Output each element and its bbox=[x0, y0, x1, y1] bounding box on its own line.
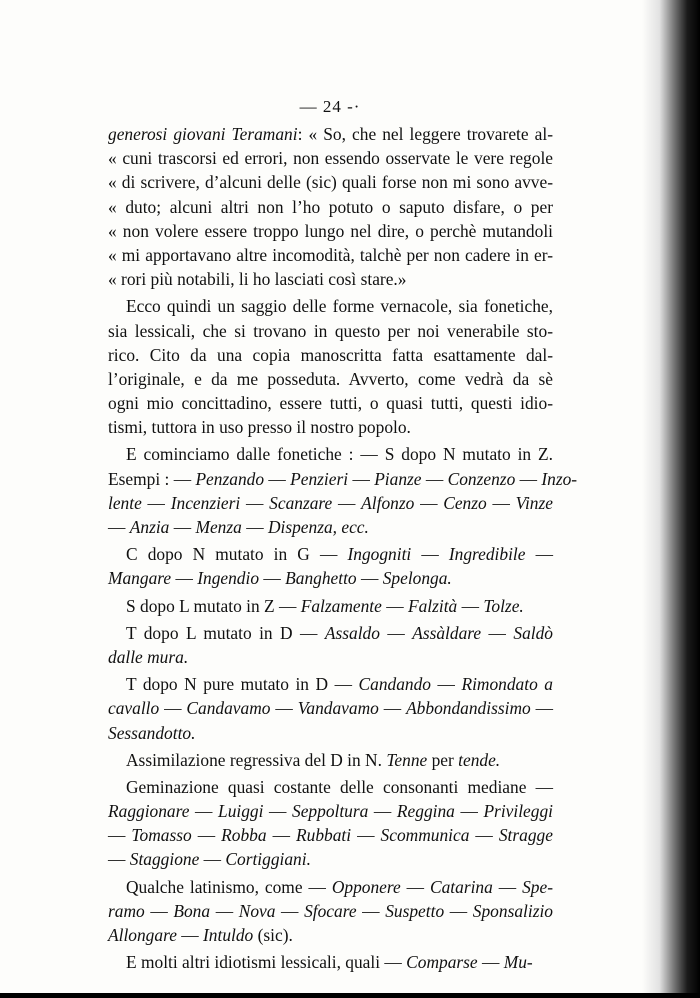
text-run: — bbox=[199, 849, 226, 870]
text-run: — bbox=[411, 544, 449, 565]
italic-word: Mangare bbox=[108, 568, 172, 589]
italic-word: Penzieri bbox=[290, 468, 349, 489]
text-run: l’originale, e da me posseduta. Avverto, come vedrà da sè bbox=[108, 368, 553, 389]
italic-word: Tomasso bbox=[131, 825, 192, 846]
italic-word: Intuldo bbox=[203, 925, 254, 945]
italic-word: Assaldo bbox=[324, 622, 380, 643]
text-run: per bbox=[427, 749, 459, 770]
italic-word: Banghetto bbox=[285, 568, 357, 589]
text-line bbox=[108, 442, 553, 466]
text-run: — bbox=[141, 492, 171, 513]
text-run: Ecco quindi un saggio delle forme vernacole, sia fonetiche, bbox=[126, 296, 553, 317]
text-run: — bbox=[275, 900, 305, 921]
text-run: — bbox=[144, 900, 174, 921]
italic-word: Menza bbox=[195, 517, 242, 537]
italic-word: ramo bbox=[108, 900, 145, 921]
text-run: — bbox=[241, 517, 268, 537]
page-number: — 24 -· bbox=[299, 97, 361, 116]
italic-word: Rubbati bbox=[296, 825, 352, 846]
text-line bbox=[108, 875, 553, 899]
italic-word: Robba bbox=[221, 825, 267, 846]
text-line bbox=[108, 823, 553, 847]
italic-word: Ingredibile bbox=[448, 544, 526, 565]
italic-word: Privileggi bbox=[483, 801, 553, 822]
text-run: — bbox=[400, 876, 430, 897]
text-run: — bbox=[351, 825, 381, 846]
text-run: — bbox=[332, 492, 362, 513]
text-run: T dopo N pure mutato in D — bbox=[126, 674, 359, 695]
text-line bbox=[108, 566, 553, 590]
text-line bbox=[108, 319, 553, 343]
italic-word: Alfonzo bbox=[361, 492, 415, 513]
italic-word: Sessandotto. bbox=[108, 722, 196, 743]
text-line bbox=[108, 467, 578, 491]
text-run: — bbox=[379, 622, 413, 643]
italic-word: Assàldare bbox=[412, 622, 482, 643]
italic-word: Saldò bbox=[513, 622, 554, 643]
text-line bbox=[108, 748, 553, 772]
text-run: — bbox=[515, 468, 542, 489]
italic-word: Tolze. bbox=[483, 595, 524, 616]
text-run: — bbox=[266, 825, 296, 846]
text-run: — bbox=[270, 698, 298, 719]
text-line bbox=[108, 645, 553, 669]
text-run: — bbox=[191, 825, 222, 846]
italic-word: Spe- bbox=[522, 876, 553, 897]
text-run: — bbox=[189, 801, 219, 822]
italic-word: Spelonga. bbox=[382, 568, 452, 589]
text-run: — bbox=[176, 925, 204, 945]
text-line bbox=[108, 775, 553, 799]
text-line bbox=[108, 170, 553, 194]
page-bottom-edge bbox=[0, 993, 700, 998]
text-run: E cominciamo dalle fonetiche : — S dopo N mutato in Z. bbox=[126, 444, 553, 465]
text-run: ogni mio concittadino, essere tutti, o quasi tutti, questi idio- bbox=[108, 393, 553, 414]
italic-word: Anzia bbox=[129, 517, 170, 537]
italic-word: lente bbox=[108, 492, 142, 513]
text-line bbox=[108, 391, 553, 415]
text-line bbox=[108, 923, 553, 947]
italic-word: Cortiggiani. bbox=[225, 849, 311, 870]
text-run: — bbox=[171, 568, 198, 589]
italic-word: Conzenzo bbox=[447, 468, 516, 489]
text-run: — bbox=[414, 492, 444, 513]
text-line bbox=[108, 899, 553, 923]
text-run: rico. Cito da una copia manoscritta fatta esattamente dal- bbox=[108, 344, 553, 365]
text-line bbox=[108, 415, 553, 439]
italic-word: Abbondandissimo bbox=[406, 698, 531, 719]
text-run: — bbox=[486, 492, 516, 513]
text-run: « duto; alcuni altri non l’ho potuto o saputo disfare, o per bbox=[108, 196, 553, 217]
text-line bbox=[108, 594, 553, 618]
text-run: — bbox=[481, 622, 514, 643]
text-run: — bbox=[381, 595, 408, 616]
text-run: — bbox=[108, 849, 130, 870]
italic-word: Bona bbox=[173, 900, 211, 921]
text-run: (sic). bbox=[253, 925, 293, 945]
italic-word: tende. bbox=[458, 749, 501, 770]
text-line bbox=[108, 146, 553, 170]
italic-word: Opponere bbox=[331, 876, 401, 897]
text-line bbox=[108, 367, 553, 391]
text-run: — bbox=[525, 544, 553, 565]
text-run: E molti altri idiotismi lessicali, quali — bbox=[126, 952, 407, 973]
italic-word: Falzamente bbox=[300, 595, 382, 616]
italic-word: Inzo- bbox=[541, 468, 578, 489]
text-run: — bbox=[378, 698, 407, 719]
italic-word: Candando bbox=[358, 674, 431, 695]
text-run: — bbox=[259, 568, 286, 589]
italic-word: dalle mura. bbox=[108, 646, 189, 667]
text-run: — bbox=[210, 900, 239, 921]
text-run: Assimilazione regressiva del D in N. bbox=[126, 749, 387, 770]
italic-word: Falzità bbox=[407, 595, 458, 616]
italic-word: Sponsalizio bbox=[472, 900, 553, 921]
text-line bbox=[108, 195, 553, 219]
italic-word: Sfocare bbox=[304, 900, 357, 921]
text-line bbox=[108, 621, 553, 645]
text-line bbox=[108, 267, 553, 291]
text-run: Geminazione quasi costante delle consonanti mediane — bbox=[126, 776, 553, 797]
italic-word: Tenne bbox=[386, 749, 428, 770]
text-line bbox=[108, 696, 553, 720]
text-run: — bbox=[431, 674, 462, 695]
italic-word: Pianze bbox=[374, 468, 422, 489]
text-line bbox=[108, 243, 553, 267]
text-line bbox=[108, 122, 553, 146]
italic-word: Vandavamo bbox=[297, 698, 379, 719]
text-run: — bbox=[368, 801, 397, 822]
text-line bbox=[108, 491, 553, 515]
text-line bbox=[108, 343, 553, 367]
italic-word: Dispenza, ecc. bbox=[267, 517, 369, 537]
text-line bbox=[108, 219, 553, 243]
italic-word: generosi giovani Teramani bbox=[108, 124, 298, 144]
page-edge-shadow bbox=[642, 0, 700, 998]
text-line bbox=[108, 672, 553, 696]
text-run: — bbox=[348, 468, 375, 489]
text-run: — bbox=[454, 801, 484, 822]
text-run: Esempi : — bbox=[108, 468, 196, 489]
text-run: — bbox=[263, 801, 293, 822]
italic-word: Ingendio bbox=[197, 568, 260, 589]
body-text bbox=[108, 122, 578, 974]
text-run: — bbox=[421, 468, 448, 489]
text-line bbox=[108, 542, 553, 566]
italic-word: Allongare bbox=[108, 925, 177, 945]
text-run: — bbox=[477, 952, 504, 973]
text-run: — bbox=[492, 876, 523, 897]
text-line bbox=[108, 721, 553, 745]
text-line bbox=[108, 847, 553, 871]
italic-word: Rimondato a bbox=[461, 674, 553, 695]
italic-word: Vinze bbox=[515, 492, 553, 513]
text-run: C dopo N mutato in G — bbox=[126, 544, 348, 565]
text-run: — bbox=[530, 698, 554, 719]
text-run: S dopo L mutato in Z — bbox=[126, 595, 301, 616]
text-line bbox=[108, 515, 553, 539]
text-run: « rori più notabili, li ho lasciati così stare.» bbox=[108, 269, 407, 290]
italic-word: Scanzare bbox=[269, 492, 333, 513]
italic-word: Ingogniti bbox=[347, 544, 412, 565]
italic-word: Scommunica bbox=[380, 825, 470, 846]
text-run: — bbox=[169, 517, 196, 537]
italic-word: Stragge bbox=[498, 825, 553, 846]
text-run: — bbox=[444, 900, 473, 921]
text-run: — bbox=[264, 468, 291, 489]
text-run: « mi apportavano altre incomodità, talchè per non cadere in er- bbox=[108, 244, 553, 265]
italic-word: Seppoltura bbox=[292, 801, 369, 822]
text-run: — bbox=[159, 698, 187, 719]
text-line bbox=[108, 294, 553, 318]
text-run: — bbox=[469, 825, 499, 846]
text-line bbox=[108, 950, 553, 974]
italic-word: Cenzo bbox=[443, 492, 487, 513]
italic-word: Penzando bbox=[195, 468, 265, 489]
italic-word: Nova bbox=[238, 900, 276, 921]
italic-word: Catarina bbox=[430, 876, 493, 897]
text-run: — bbox=[356, 900, 386, 921]
text-run: T dopo L mutato in D — bbox=[126, 622, 325, 643]
text-run: tismi, tuttora in uso presso il nostro popolo. bbox=[108, 417, 411, 438]
italic-word: Comparse bbox=[406, 952, 478, 973]
italic-word: cavallo bbox=[108, 698, 160, 719]
italic-word: Suspetto bbox=[385, 900, 445, 921]
text-run: — bbox=[108, 825, 132, 846]
italic-word: Mu- bbox=[503, 952, 533, 973]
text-run: « non volere essere troppo lungo nel dire, o perchè mutandoli bbox=[108, 220, 553, 241]
text-line bbox=[108, 799, 553, 823]
text-run: — bbox=[240, 492, 270, 513]
text-run: Qualche latinismo, come — bbox=[126, 876, 332, 897]
italic-word: Luiggi bbox=[218, 801, 264, 822]
italic-word: Candavamo bbox=[186, 698, 271, 719]
text-run: « cuni trascorsi ed errori, non essendo osservate le vere regole bbox=[108, 148, 553, 169]
italic-word: Raggionare bbox=[108, 801, 190, 822]
text-run: « di scrivere, d’alcuni delle (sic) quali forse non mi sono avve- bbox=[108, 172, 553, 193]
text-run: sia lessicali, che si trovano in questo per noi venerabile sto- bbox=[108, 320, 553, 341]
text-run: : « So, che nel leggere trovarete al- bbox=[297, 124, 553, 144]
text-run: — bbox=[457, 595, 484, 616]
italic-word: Incenzieri bbox=[170, 492, 241, 513]
text-run: — bbox=[108, 517, 130, 537]
text-run: — bbox=[356, 568, 383, 589]
italic-word: Reggina bbox=[396, 801, 455, 822]
italic-word: Staggione bbox=[129, 849, 200, 870]
